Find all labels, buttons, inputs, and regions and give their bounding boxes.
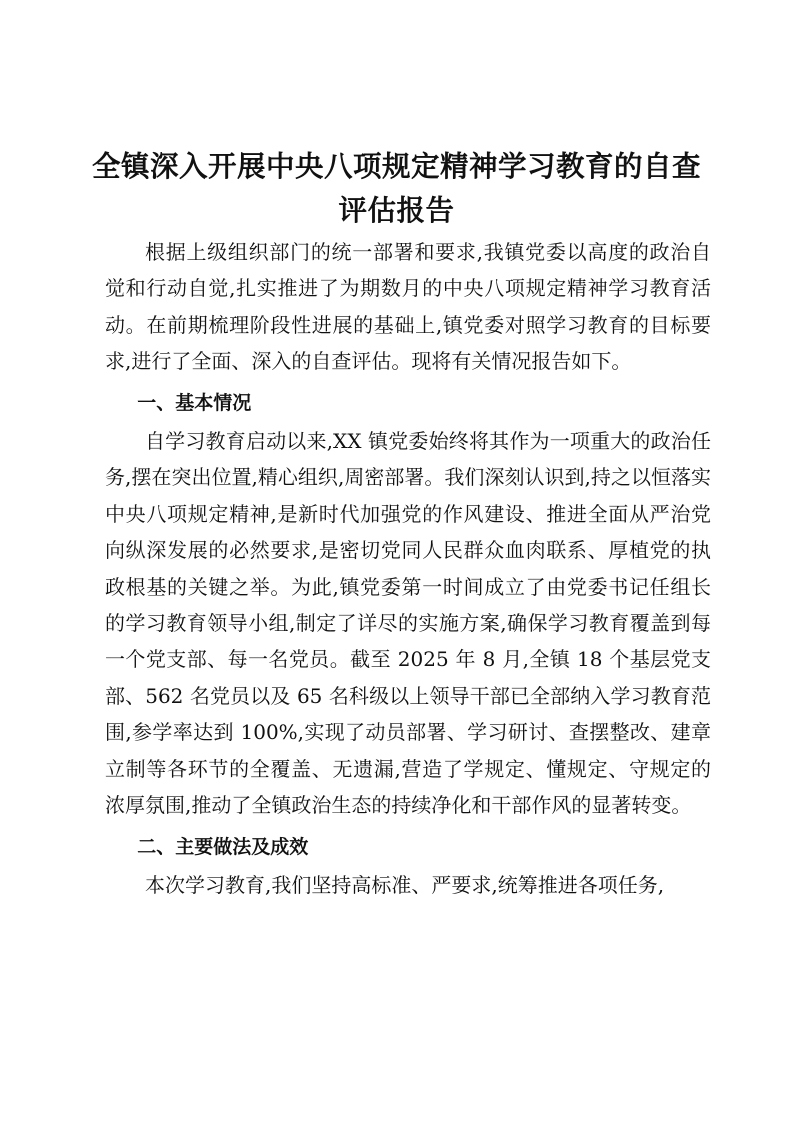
section-heading-main-practices: 二、主要做法及成效 — [137, 835, 309, 858]
document-title: 全镇深入开展中央八项规定精神学习教育的自查评估报告 — [91, 149, 701, 227]
intro-paragraph: 根据上级组织部门的统一部署和要求,我镇党委以高度的政治自觉和行动自觉,扎实推进了为期数月的中央八项规定精神学习教育活动。在前期梳理阶段性进展的基础上,镇党委对照学习教育的目标要求,进行了全面、深入的自查评估。现将有关情况报告如下。 — [105, 240, 711, 374]
main-practices-paragraph: 本次学习教育,我们坚持高标准、严要求,统筹推进各项任务, — [145, 872, 665, 897]
document-body — [105, 234, 711, 903]
section-heading-basic-situation: 一、基本情况 — [137, 391, 252, 414]
basic-situation-paragraph: 自学习教育启动以来,XX 镇党委始终将其作为一项重大的政治任务,摆在突出位置,精心组织,周密部署。我们深刻认识到,持之以恒落实中央八项规定精神,是新时代加强党的作风建设、推进全面从严治党向纵深发展的必然要求,是密切党同人民群众血肉联系、厚植党的执政根基的关键之举。为此,镇党委第一时间成立了由党委书记任组长的学习教育领导小组,制定了详尽的实施方案,确保学习教育覆盖到每一个党支部、每一名党员。截至 2025 年 8 月,全镇 18 个基层党支部、562 名党员以及 65 名科级以上领导干部已全部纳入学习教育范围,参学率达到 100%,实现了动员部署、学习研讨、查摆整改、建章立制等各环节的全覆盖、无遗漏,营造了学规定、懂规定、守规定的浓厚氛围,推动了全镇政治生态的持续净化和干部作风的显著转变。 — [105, 429, 711, 818]
